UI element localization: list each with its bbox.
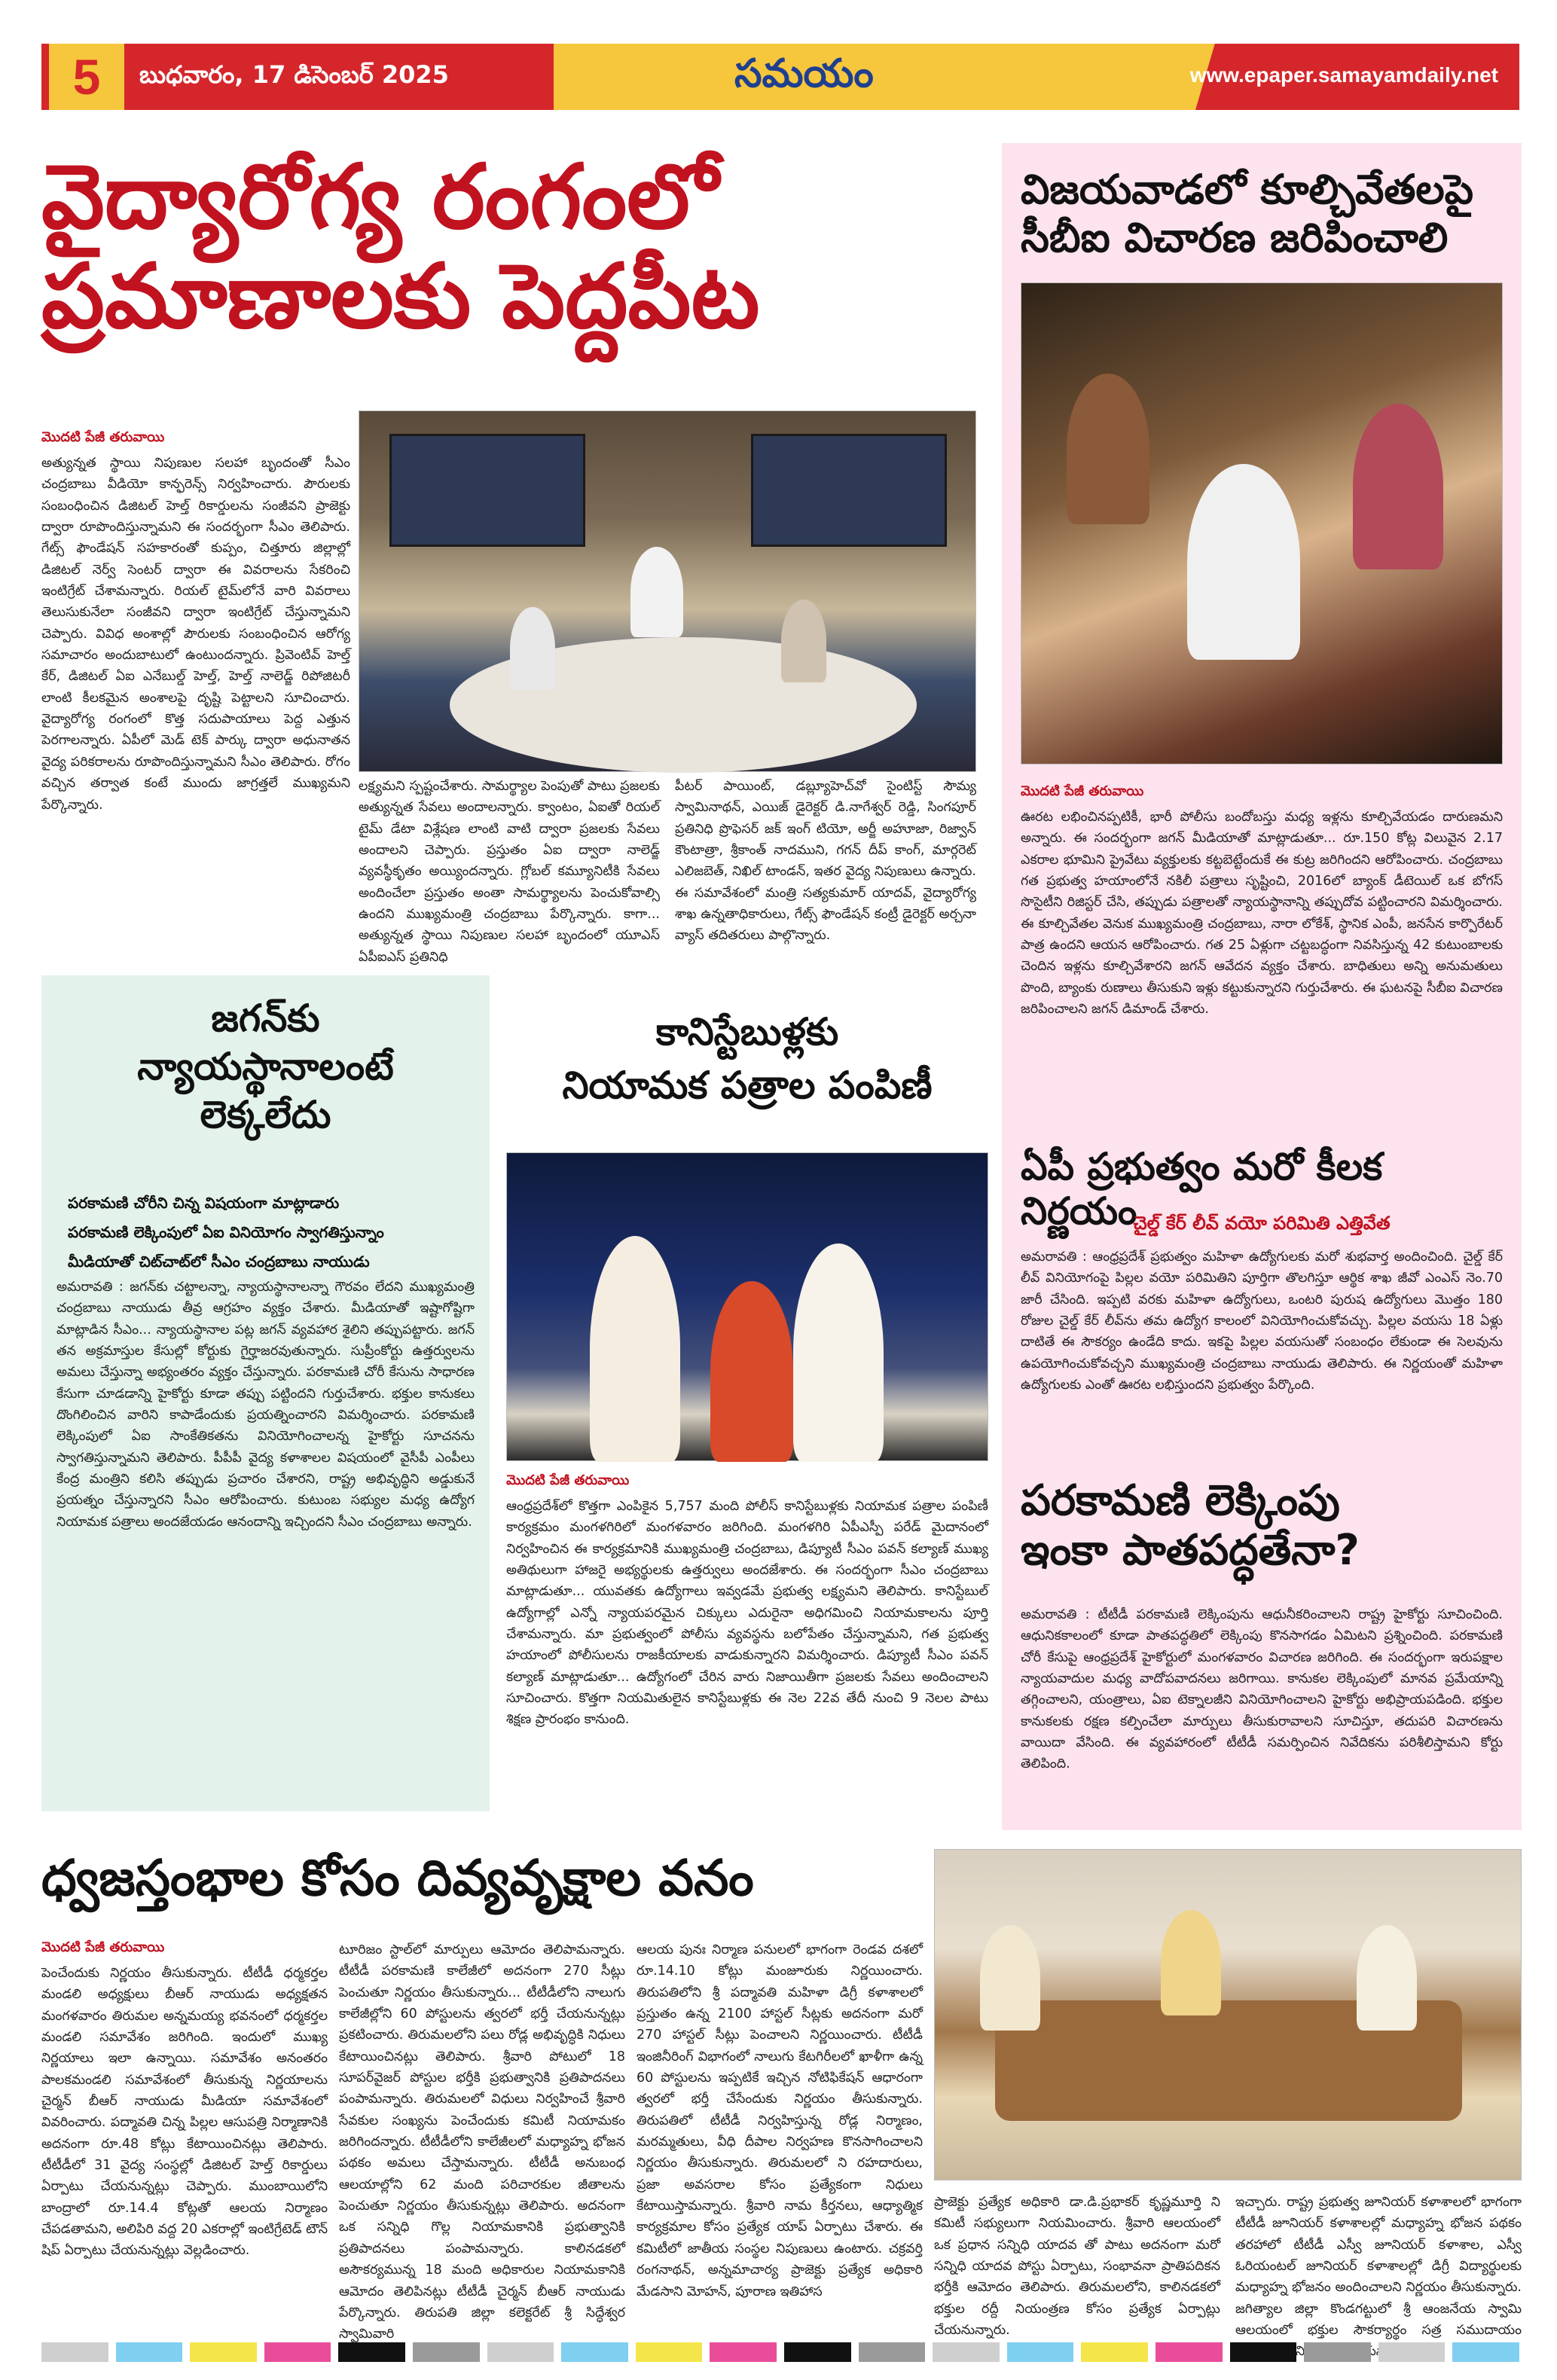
constables-text: ఆంధ్రప్రదేశ్‌లో కొత్తగా ఎంపికైన 5,757 మంది పోలీస్ కానిస్టేబుళ్లకు నియామక పత్రాల పంపిణీ కార్యక్రమం మంగళగిరిలో మంగళవారం జరిగింది. మంగళగిరి ఏపీఎస్పీ పరేడ్ మైదానంలో నిర్వహించిన ఈ కార్యక్రమానికి ముఖ్యమంత్రి చంద్రబాబు, డిప్యూటీ సీఎం పవన్ కల్యాణ్ ముఖ్య అతిథులుగా హాజరై అభ్యర్థులకు ఉత్తర్వులు అందజేశారు. ఈ సందర్భంగా సీఎం చంద్రబాబు మాట్లాడుతూ... యువతకు ఉద్యోగాలు ఇవ్వడమే ప్రభుత్వ లక్ష్యమని తెలిపారు. కానిస్టేబుల్ ఉద్యోగాల్లో ఎన్నో న్యాయపరమైన చిక్కులు ఎదురైనా అధిగమించి నియామకాలను పూర్తి చేశామన్నారు. మా ప్రభుత్వంలో పోలీసు వ్యవస్థను బలోపేతం చేస్తున్నామని, గత ప్రభుత్వ హయాంలో పోలీసులను రాజకీయాలకు వాడుకున్నారని విమర్శించారు. డిప్యూటీ సీఎం పవన్ కల్యాణ్ మాట్లాడుతూ... ఉద్యోగంలో చేరిన వారు నిజాయితీగా ప్రజలకు సేవలు అందించాలని సూచించారు. కొత్తగా నియమితులైన కానిస్టేబుళ్లకు ఈ నెల 22వ తేదీ నుంచి 9 నెలల పాటు శిక్షణ ప్రారంభం కానుంది. — [506, 1499, 988, 1728]
jagan-text: అమరావతి : జగన్‌కు చట్టాలన్నా, న్యాయస్థానాలన్నా గౌరవం లేదని ముఖ్యమంత్రి చంద్రబాబు నాయుడు తీవ్ర ఆగ్రహం వ్యక్తం చేశారు. మీడియాతో ఇష్టాగోష్టిగా మాట్లాడిన సీఎం... న్యాయస్థానాల పట్ల జగన్ వ్యవహార శైలిని తప్పుపట్టారు. జగన్ తన అక్రమాస్తుల కేసుల్లో కోర్టుకు గైర్హాజరవుతున్నారు. సుప్రీంకోర్టు ఉత్తర్వులను అమలు చేస్తున్నా అభ్యంతరం వ్యక్తం చేస్తున్నారు. పరకామణి చోరీ కేసును సాధారణ కేసుగా చూడడాన్ని హైకోర్టు కూడా తప్పు పట్టిందని గుర్తుచేశారు. భక్తుల కానుకలు దొంగిలించిన వారిని కాపాడేందుకు ప్రయత్నించారని విమర్శించారు. పరకామణి లెక్కింపులో ఏఐ సాంకేతికతను వినియోగించాలన్న హైకోర్టు సూచనను స్వాగతిస్తున్నామని తెలిపారు. పీపీపీ వైద్య కళాశాలల విషయంలో వైసీపీ ఎంపీలు కేంద్ర మంత్రిని కలిసి తప్పుడు ప్రచారం చేశారని, రాష్ట్ర అభివృద్ధిని అడ్డుకునే ప్రయత్నం చేస్తున్నారని సీఎం ఆరోపించారు. కుటుంబ సభ్యుల మధ్య ఉద్యోగ నియామక పత్రాలు అందజేయడం ఆనందాన్ని ఇచ్చిందని సీఎం చంద్రబాబు అన్నారు. — [56, 1280, 475, 1530]
issue-date: బుధవారం, 17 డిసెంబర్ 2025 — [139, 60, 449, 89]
jagan-deck-3: మీడియాతో చిట్‌చాట్‌లో సీఎం చంద్రబాబు నాయుడు — [68, 1253, 370, 1271]
ttd-story-column-1 — [41, 1939, 328, 2324]
jagan-crowd-photo — [1021, 282, 1503, 764]
constables-selfie-photo — [506, 1152, 988, 1461]
main-story-dateline: మొదటి పేజీ తరువాయి — [41, 429, 165, 445]
constables-headline-line1: కానిస్టేబుళ్లకు — [655, 1010, 839, 1054]
registration-swatch — [1081, 2342, 1148, 2362]
main-story-text-2: లక్ష్యమని స్పష్టంచేశారు. సామర్థ్యాల పెంపుతో పాటు ప్రజలకు అత్యున్నత సేవలు అందాలన్నారు. క్వాంటం, ఏఐతో రియల్ టైమ్ డేటా విశ్లేషణ లాంటి వాటి ద్వారా ప్రజలకు సేవలు అందాలని చెప్పారు. ప్రస్తుతం ఏఐ ద్వారా నాలెడ్జ్ వ్యవస్థీకృతం అయ్యిందన్నారు. గ్లోబల్ కమ్యూనిటీకి సేవలు అందించేలా ప్రస్తుతం అంతా సామర్థ్యాలను పెంచుకోవాల్సి ఉందని ముఖ్యమంత్రి చంద్రబాబు పేర్కొన్నారు. కాగా... అత్యున్నత స్థాయి నిపుణుల సలహా బృందంలో యూఎస్ ఏపీఐఎస్ ప్రతినిధి — [359, 779, 660, 965]
main-story-text-3: పీటర్ పాయింట్, డబ్ల్యూహెచ్‌వో సైంటిస్ట్ సౌమ్య స్వామినాథన్, ఎయిజ్ డైరెక్టర్ డి.నాగేశ్వర్ రెడ్డి, సింగపూర్ ప్రతినిధి ప్రొఫెసర్ జక్ ఇంగ్ టియో, అర్జీ అహూజా, రిజ్వాన్ కౌంటాత్రా, శ్రీకాంత్ నాదముని, గగన్ దీప్ కాంగ్, మార్గరెట్ ఎలిజబెత్, నిఖిల్ టాండన్, ఇతర వైద్య నిపుణులు ఉన్నారు. ఈ సమావేశంలో మంత్రి సత్యకుమార్ యాదవ్, వైద్యారోగ్య శాఖ ఉన్నతాధికారులు, గేట్స్ ఫౌండేషన్ కంట్రీ డైరెక్టర్ అర్చనా వ్యాస్ తదితరులు పాల్గొన్నారు. — [675, 779, 976, 944]
video-conference-photo — [359, 410, 976, 772]
ttd-text-5: ఇచ్చారు. రాష్ట్ర ప్రభుత్వ జూనియర్ కళాశాలలో భాగంగా టీటీడీ జూనియర్ కళాశాలల్లో మధ్యాహ్న భోజన పథకం తరహాలో టీటీడీ ఎస్వీ జూనియర్ కళాశాల, ఎస్వీ ఓరియంటల్ జూనియర్ కళాశాలల్లో డిగ్రీ విద్యార్థులకు మధ్యాహ్న భోజనం అందించాలని నిర్ణయం తీసుకున్నారు. జగిత్యాల జిల్లా కొండగట్టులో శ్రీ ఆంజనేయ స్వామి ఆలయంలో భక్తుల సౌకర్యార్థం సత్ర సముదాయం తీసుకున్నారు. — [1235, 2195, 1522, 2360]
vijayawada-text: ఊరట లభించినప్పటికీ, భారీ పోలీసు బందోబస్తు మధ్య ఇళ్లను కూల్చివేయడం దారుణమని అన్నారు. ఈ సందర్భంగా జగన్ మీడియాతో మాట్లాడుతూ... రూ.150 కోట్ల విలువైన 2.17 ఎకరాల భూమిని ప్రైవేటు వ్యక్తులకు కట్టబెట్టేందుకే ఈ కుట్ర జరిగిందని ఆరోపించారు. చంద్రబాబు గత ప్రభుత్వ హయాంలోనే నకిలీ పత్రాలు సృష్టించి, 2016లో బ్యాంక్ డీటెయిల్ ఒక బోగస్ సొసైటీని రిజిస్టర్ చేసి, తప్పుడు పత్రాలతో న్యాయస్థానాన్ని తప్పుదోవ పట్టించారని విమర్శించారు. ఈ కూల్చివేతల వెనుక ముఖ్యమంత్రి చంద్రబాబు, నారా లోకేశ్, స్థానిక ఎంపీ, జనసేన కార్పొరేటర్ పాత్ర ఉందని ఆయన ఆరోపించారు. గత 25 ఏళ్లుగా చట్టబద్ధంగా నివసిస్తున్న 42 కుటుంబాలకు చెందిన ఇళ్లను కూల్చివేశారని జగన్ ఆవేదన వ్యక్తం చేశారు. బాధితులు అన్ని అనుమతులు పొంది, బ్యాంకు రుణాలు తీసుకుని ఇళ్లు కట్టుకున్నారని గుర్తుచేశారు. ఈ ఘటనపై సీబీఐ విచారణ జరిపించాలని జగన్ డిమాండ్ చేశారు. — [1021, 810, 1503, 1018]
person-figure — [1353, 404, 1443, 569]
jagan-story-body — [56, 1277, 475, 1804]
registration-swatch — [710, 2342, 777, 2362]
main-story-column-2 — [359, 776, 660, 965]
vijayawada-headline-line2: సీబీఐ విచారణ జరిపించాలి — [1021, 213, 1449, 261]
ttd-text-2: టూరిజం స్టాల్‌లో మార్పులు ఆమోదం తెలిపామన్నారు. టీటీడీ పరకామణి కాలేజీలో అదనంగా 270 సీట్లు పెంచుతూ నిర్ణయం తీసుకున్నారు... టీటీడీలోని నాలుగు కాలేజీల్లోని 60 పోస్టులను త్వరలో భర్తీ చేయనున్నట్లు ప్రకటించారు. తిరుమలలోని పలు రోడ్ల అభివృద్ధికి నిధులు కేటాయించినట్లు తెలిపారు. శ్రీవారి పోటులో 18 సూపర్‌వైజర్ పోస్టుల భర్తీకి ప్రభుత్వానికి ప్రతిపాదనలు పంపామన్నారు. తిరుమలలో విధులు నిర్వహించే శ్రీవారి సేవకుల సంఖ్యను పెంచేందుకు కమిటీ నియామకం జరిగిందన్నారు. టీటీడీలోని కాలేజీలలో మధ్యాహ్న భోజన పథకం అమలు చేస్తామన్నారు. టీటీడీ అనుబంధ ఆలయాల్లోని 62 మంది పరిచారకుల జీతాలను పెంచుతూ నిర్ణయం తీసుకున్నట్లు తెలిపారు. అదనంగా ఒక సన్నిధి గొల్ల నియామకానికి ప్రభుత్వానికి ప్రతిపాదనలు పంపామన్నారు. కాలినడకలో అసౌకర్యమున్న 18 మంది అధికారుల నియామకానికి ఆమోదం తెలిపినట్లు టీటీడీ చైర్మన్ బీఆర్ నాయుడు పేర్కొన్నారు. తిరుపతి జిల్లా కలెక్టరేట్ శ్రీ సిద్ధేశ్వర స్వామివారి — [339, 1942, 625, 2342]
parakamani-text: అమరావతి : టీటీడీ పరకామణి లెక్కింపును ఆధునీకరించాలని రాష్ట్ర హైకోర్టు సూచించింది. ఆధునికకాలంలో కూడా పాతపద్ధతిలో లెక్కింపు కొనసాగడం ఏమిటని ప్రశ్నించింది. పరకామణి చోరీ కేసుపై ఆంధ్రప్రదేశ్ హైకోర్టులో మంగళవారం విచారణ జరిగింది. ఈ సందర్భంగా ఇరుపక్షాల న్యాయవాదుల మధ్య వాదోపవాదనలు జరిగాయి. కానుకల లెక్కింపులో మానవ ప్రమేయాన్ని తగ్గించాలని, యంత్రాలు, ఏఐ టెక్నాలజీని వినియోగించాలని హైకోర్టు అభిప్రాయపడింది. భక్తుల కానుకలకు రక్షణ కల్పించేలా మార్పులు తీసుకురావాలని సూచిస్తూ, తదుపరి విచారణను వాయిదా వేసింది. ఈ వ్యవహారంలో టీటీడీ సమర్పించిన నివేదికను పరిశీలిస్తామని కోర్టు తెలిపింది. — [1021, 1607, 1503, 1772]
ap-govt-story-body — [1021, 1246, 1503, 1450]
vijayawada-headline — [1021, 166, 1503, 261]
main-story-column-1 — [41, 429, 350, 957]
ap-govt-headline: ఏపీ ప్రభుత్వం మరో కీలక నిర్ణయం — [1021, 1145, 1383, 1233]
jagan-deck-list — [68, 1194, 467, 1282]
ttd-story-column-2 — [339, 1939, 625, 2342]
main-story-headline — [41, 145, 983, 349]
registration-swatch — [190, 2342, 257, 2362]
constables-headline-line2: నియామక పత్రాల పంపిణీ — [562, 1063, 933, 1107]
ttd-story-column-5 — [1235, 2192, 1522, 2360]
registration-swatch — [1304, 2342, 1371, 2362]
registration-swatch — [116, 2342, 183, 2362]
jagan-headline-line3: లెక్కలేదు — [200, 1093, 331, 1137]
person-figure — [793, 1243, 884, 1462]
person-figure — [1357, 1925, 1417, 2031]
constables-story-body — [506, 1472, 988, 1811]
person-figure — [590, 1236, 680, 1462]
registration-swatch — [636, 2342, 703, 2362]
constables-headline — [506, 1005, 988, 1112]
parakamani-headline — [1021, 1476, 1503, 1576]
parakamani-story-body — [1021, 1604, 1503, 1815]
color-registration-bar — [41, 2342, 1519, 2362]
vijayawada-story-body — [1021, 783, 1503, 1130]
registration-swatch — [1007, 2342, 1074, 2362]
jagan-deck-1: పరకామణి చోరీని చిన్న విషయంగా మాట్లాడారు — [68, 1194, 340, 1212]
registration-swatch — [1378, 2342, 1446, 2362]
jagan-story-panel — [41, 975, 490, 1811]
registration-swatch — [1156, 2342, 1223, 2362]
vijayawada-dateline: మొదటి పేజీ తరువాయి — [1021, 783, 1144, 799]
ttd-text-4: ప్రాజెక్టు ప్రత్యేక అధికారి డా.డి.ప్రభాకర్ కృష్ణమూర్తి ని కమిటీ సభ్యులుగా నియమించారు. శ్రీవారి ఆలయంలో ఒక ప్రధాన సన్నిధి యాదవ తో పాటు అదనంగా మరో సన్నిధి యాదవ పోస్టు ఏర్పాటు, సంభావనా ప్రాతిపదికన భర్తీకి ఆమోదం తెలిపారు. తిరుమలలోని, కాలినడకలో భక్తుల రద్దీ నియంత్రణ కోసం ప్రత్యేక ఏర్పాట్లు చేయనున్నారు. — [934, 2195, 1220, 2339]
registration-swatch — [487, 2342, 554, 2362]
jagan-deck-2: పరకామణి లెక్కింపులో ఏఐ వినియోగం స్వాగతిస్తున్నాం — [68, 1223, 384, 1241]
ttd-board-meeting-photo — [934, 1849, 1522, 2180]
person-figure — [710, 1281, 793, 1462]
main-headline-line2: ప్రమాణాలకు పెద్దపీట — [41, 244, 760, 349]
page-number: 5 — [49, 44, 124, 110]
jagan-headline-line2: న్యాయస్థానాలంటే — [137, 1045, 394, 1088]
masthead — [41, 44, 1519, 110]
registration-swatch — [338, 2342, 405, 2362]
parakamani-headline-line1: పరకామణి లెక్కింపు — [1021, 1476, 1340, 1525]
jagan-headline-line1: జగన్‌కు — [211, 996, 320, 1040]
vijayawada-headline-line1: విజయవాడలో కూల్చివేతలపై — [1021, 166, 1474, 213]
registration-swatch — [784, 2342, 851, 2362]
registration-swatch — [41, 2342, 108, 2362]
registration-swatch — [561, 2342, 628, 2362]
ap-govt-subheadline: చైల్డ్ కేర్ లీవ్ వయో పరిమితి ఎత్తివేత — [1133, 1213, 1391, 1234]
ttd-text-3: ఆలయ పునః నిర్మాణ పనులలో భాగంగా రెండవ దశలో రూ.14.10 కోట్లు మంజూరుకు నిర్ణయించారు. తిరుపతిలోని శ్రీ పద్మావతి మహిళా డిగ్రీ కళాశాలలో ప్రస్తుతం ఉన్న 2100 హాస్టల్ సీట్లకు అదనంగా మరో 270 హాస్టల్ సీట్లు పెంచాలని నిర్ణయించారు. టీటీడీ ఇంజినీరింగ్ విభాగంలో నాలుగు కేటగిరీలలో ఖాళీగా ఉన్న 60 పోస్టులను ఇప్పటికే ఇచ్చిన నోటిఫికేషన్ ఆధారంగా త్వరలో భర్తీ చేసేందుకు నిర్ణయం తీసుకున్నారు. తిరుపతిలో టీటీడీ నిర్వహిస్తున్న రోడ్ల నిర్మాణం, మరమ్మతులు, వీధి దీపాల నిర్వహణ కొనసాగించాలని నిర్ణయం తీసుకున్నారు. తిరుమలలో ని రహదారులు, ప్రజా అవసరాల కోసం ప్రత్యేకంగా నిధులు కేటాయిస్తామన్నారు. శ్రీవారి నామ కీర్తనలు, ఆధ్యాత్మిక కార్యక్రమాల కోసం ప్రత్యేక యాప్ ఏర్పాటు చేశారు. ఈ కమిటీలో జాతీయ సంస్థల నిపుణులు ఉంటారు. చక్రవర్తి రంగనాథన్, అన్నమాచార్య ప్రాజెక్టు ప్రత్యేక అధికారి మేడసాని మోహన్, పూరాణ ఇతిహాస — [637, 1942, 923, 2299]
ap-govt-text: అమరావతి : ఆంధ్రప్రదేశ్ ప్రభుత్వం మహిళా ఉద్యోగులకు మరో శుభవార్త అందించింది. చైల్డ్ కేర్ లీవ్ వినియోగంపై పిల్లల వయో పరిమితిని పూర్తిగా తొలగిస్తూ ఆర్థిక శాఖ జీవో ఎంఎస్ నెం.70 జారీ చేసింది. ఇప్పటి వరకు మహిళా ఉద్యోగులు, ఒంటరి పురుష ఉద్యోగులు మొత్తం 180 రోజుల చైల్డ్ కేర్ లీవ్‌ను తమ ఉద్యోగ కాలంలో వినియోగించుకోవచ్చు. పిల్లల వయసు 18 ఏళ్లు దాటితే ఈ సౌకర్యం ఉండేది కాదు. ఇకపై పిల్లల వయసుతో సంబంధం లేకుండా ఈ సెలవును ఉపయోగించుకోవచ్చని ముఖ్యమంత్రి చంద్రబాబు నాయుడు తెలిపారు. ఈ నిర్ణయంతో మహిళా ఉద్యోగులకు ఎంతో ఊరట లభిస్తుందని ప్రభుత్వం పేర్కొంది. — [1021, 1250, 1503, 1393]
main-story-text-1: అత్యున్నత స్థాయి నిపుణుల సలహా బృందంతో సీఎం చంద్రబాబు వీడియో కాన్ఫరెన్స్ నిర్వహించారు. పౌరులకు సంబంధించిన డిజిటల్ హెల్త్ రికార్డులను సంజీవని ప్రాజెక్టు ద్వారా రూపొందిస్తున్నామని ఈ సందర్భంగా సీఎం తెలిపారు. గేట్స్ ఫౌండేషన్ సహకారంతో కుప్పం, చిత్తూరు జిల్లాల్లో డిజిటల్ నెర్వ్ సెంటర్ ద్వారా ఈ వివరాలను సేకరించి ఇంటిగ్రేట్ చేశామన్నారు. రియల్ టైమ్‌లోనే వారి వివరాలు తెలుసుకునేలా సంజీవని ద్వారా ఇంటిగ్రేట్ చేస్తున్నామని చెప్పారు. వివిధ అంశాల్లో పౌరులకు సంబంధించిన ఆరోగ్య సమాచారం అందుబాటులో ఉంటుందన్నారు. ప్రివెంటివ్ హెల్త్ కేర్, డిజిటల్ ఏఐ ఎనేబుల్డ్ హెల్త్, హెల్త్ నాలెడ్జ్ రిపోజిటరీ లాంటి కీలకమైన అంశాలపై దృష్టి పెట్టాలని సూచించారు. వైద్యారోగ్య రంగంలో కొత్త సదుపాయాలు పెద్ద ఎత్తున పెరగాలన్నారు. ఏపీలో మెడ్ టెక్ పార్కు ద్వారా అధునాతన వైద్య పరికరాలను రూపొందిస్తున్నామని సీఎం తెలిపారు. రోగం వచ్చిన తర్వాత కంటే ముందు జాగ్రత్తలే ముఖ్యమని పేర్కొన్నారు. — [41, 456, 350, 813]
ttd-headline: ధ్వజస్తంభాల కోసం దివ్యవృక్షాల వనం — [41, 1849, 754, 1907]
ttd-story-column-3 — [637, 1939, 923, 2324]
main-story-column-3 — [675, 776, 976, 957]
conference-screen-left — [389, 434, 585, 547]
person-figure — [980, 1925, 1040, 2031]
registration-swatch — [413, 2342, 480, 2362]
newspaper-logo: సమయం — [734, 51, 874, 96]
parakamani-headline-line2: ఇంకా పాతపద్ధతేనా? — [1021, 1526, 1360, 1576]
registration-swatch — [1452, 2342, 1519, 2362]
constables-dateline: మొదటి పేజీ తరువాయి — [506, 1472, 630, 1488]
person-figure — [1067, 374, 1149, 524]
epaper-url[interactable]: www.epaper.samayamdaily.net — [1189, 63, 1498, 87]
jagan-headline — [56, 994, 475, 1139]
person-figure — [1187, 464, 1300, 660]
registration-swatch — [859, 2342, 926, 2362]
person-figure — [781, 600, 826, 682]
person-figure — [510, 607, 555, 690]
registration-swatch — [264, 2342, 331, 2362]
ttd-text-1: పెంచేందుకు నిర్ణయం తీసుకున్నారు. టీటీడీ ధర్మకర్తల మండలి అధ్యక్షులు బీఆర్ నాయుడు అధ్యక్షతన మంగళవారం తిరుమల అన్నమయ్య భవనంలో ధర్మకర్తల మండలి సమావేశం జరిగింది. ఇందులో ముఖ్య నిర్ణయాలు ఇలా ఉన్నాయి. సమావేశం అనంతరం పాలకమండలి సమావేశంలో తీసుకున్న నిర్ణయాలను చైర్మన్ బీఆర్ నాయుడు మీడియా సమావేశంలో వివరించారు. పద్మావతి చిన్న పిల్లల ఆసుపత్రి నిర్మాణానికి అదనంగా రూ.48 కోట్లు కేటాయించినట్లు తెలిపారు. టీటీడీలో 31 వైద్య సంస్థల్లో డిజిటల్ హెల్త్ రికార్డులు ఏర్పాటు చేయనున్నట్లు చెప్పారు. ముంబాయిలోని బాంద్రాలో రూ.14.4 కోట్లతో ఆలయ నిర్మాణం చేపడతామని, అలిపిరి వద్ద 20 ఎకరాల్లో ఇంటిగ్రేటెడ్ టౌన్ షిప్ ఏర్పాటు చేయనున్నట్లు వెల్లడించారు. — [41, 1966, 328, 2259]
conference-screen-right — [751, 434, 947, 547]
person-figure — [630, 547, 683, 637]
right-news-panel — [1002, 143, 1522, 1830]
ttd-dateline: మొదటి పేజీ తరువాయి — [41, 1939, 165, 1955]
ttd-story-column-4 — [934, 2192, 1220, 2339]
registration-swatch — [933, 2342, 1000, 2362]
person-figure — [1161, 1910, 1221, 2015]
registration-swatch — [1230, 2342, 1297, 2362]
main-headline-line1: వైద్యారోగ్య రంగంలో — [41, 145, 719, 249]
